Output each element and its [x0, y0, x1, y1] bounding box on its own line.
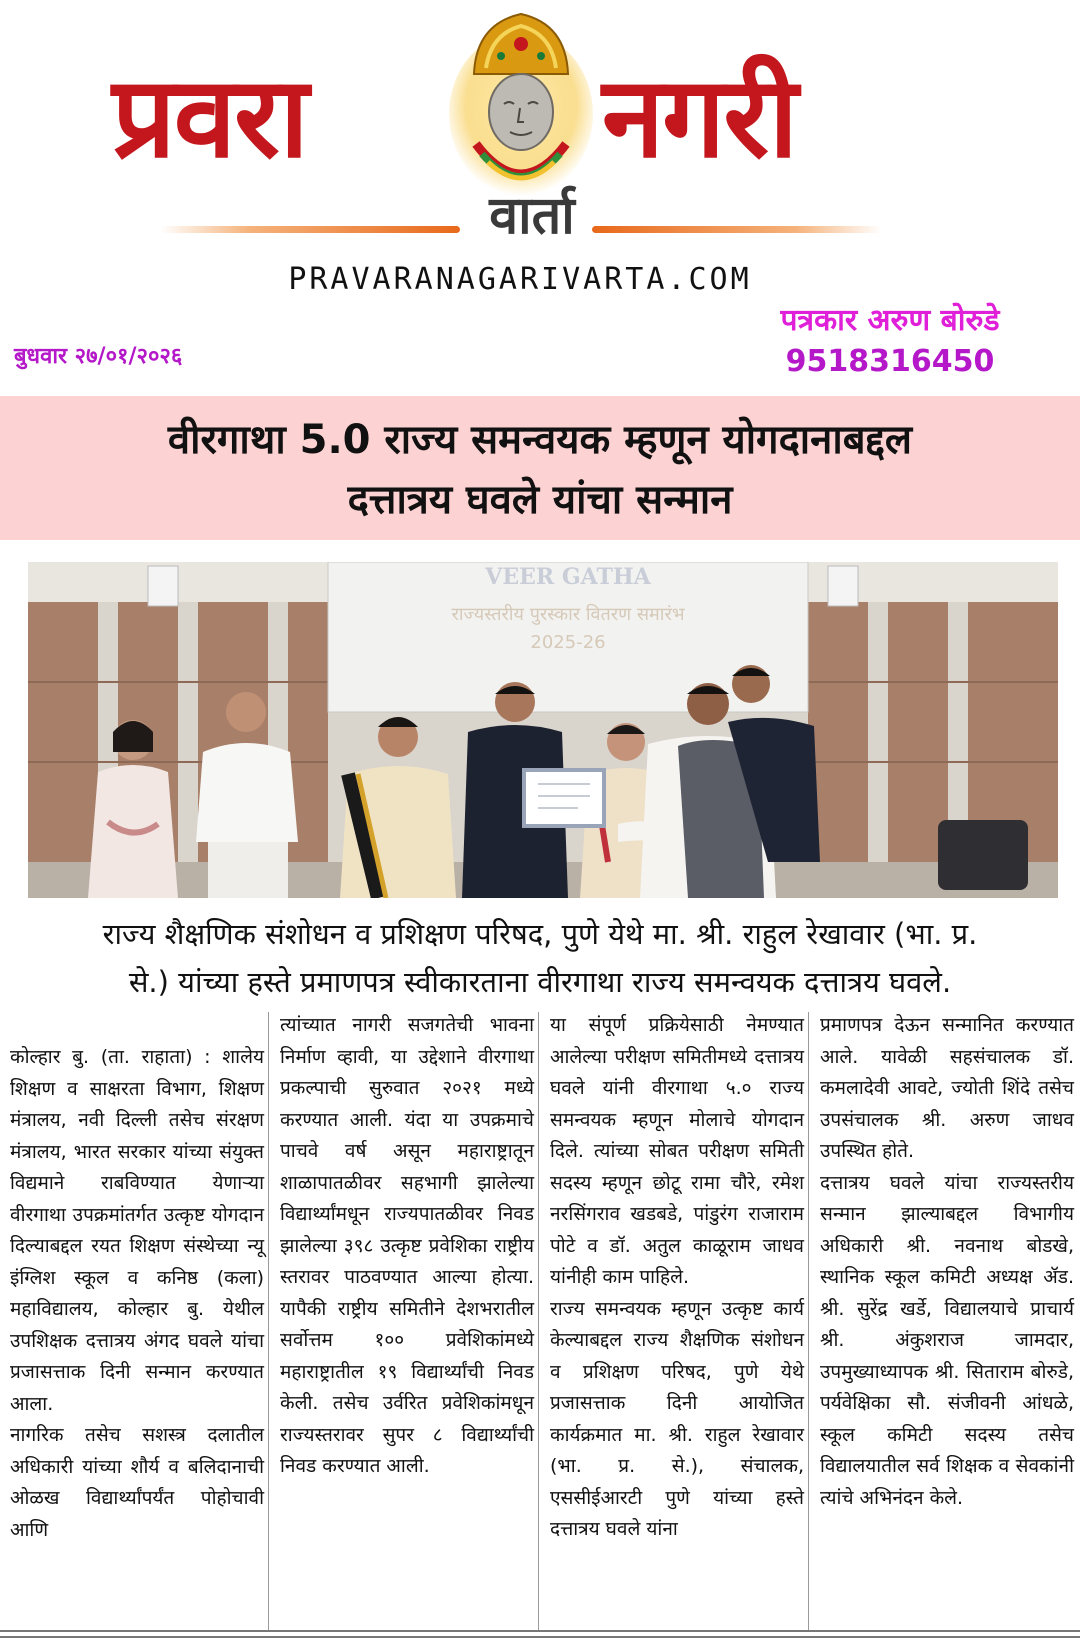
event-photo-illustration	[28, 562, 1058, 898]
reporter-phone: 9518316450	[785, 344, 995, 379]
masthead-title-right: नगरी	[602, 53, 797, 183]
article-column-2	[280, 1010, 534, 1483]
column-divider	[808, 1012, 809, 1632]
photo-caption	[20, 910, 1060, 1006]
article-paragraph: नागरिक तसेच सशस्त्र दलातील अधिकारी यांच्या शौर्य व बलिदानाची ओळख विद्यार्थ्यांपर्यंत पोहोचावी आणि	[10, 1424, 264, 1541]
event-photo	[28, 562, 1058, 898]
screen-subtitle: राज्यस्तरीय पुरस्कार वितरण समारंभ	[451, 604, 685, 625]
masthead-rule-left	[160, 226, 460, 233]
screen-title: VEER GATHA	[485, 564, 651, 590]
masthead-rule-right	[592, 226, 882, 233]
headline-line-2: दत्तात्रय घवले यांचा सन्मान	[347, 477, 733, 523]
article-paragraph: त्यांच्यात नागरी सजगतेची भावना निर्माण व्हावी, या उद्देशाने वीरगाथा प्रकल्पाची सुरुवात २०२१ मध्ये करण्यात आली. यंदा या उपक्रमाचे पाचवे वर्ष असून महाराष्ट्रातून शाळापातळीवर सहभागी झालेल्या विद्यार्थ्यांमधून राज्यपातळीवर निवड झालेल्या ३९८ उत्कृष्ट प्रवेशिका राष्ट्रीय स्तरावर पाठवण्यात आल्या होत्या. यापैकी राष्ट्रीय समितीने देशभरातील सर्वोत्तम १०० प्रवेशिकांमध्ये महाराष्ट्रातील १९ विद्यार्थ्यांची निवड केली. तसेच उर्वरित प्रवेशिकांमधून राज्यस्तरावर सुपर ८ विद्यार्थ्यांची निवड करण्यात आली.	[280, 1014, 534, 1477]
website-url[interactable]: PRAVARANAGARIVARTA.COM	[288, 262, 752, 297]
article-column-3	[550, 1010, 804, 1546]
article-column-4	[820, 1010, 1074, 1514]
article-paragraph: कोल्हार बु. (ता. राहाता) : शालेय शिक्षण व साक्षरता विभाग, शिक्षण मंत्रालय, नवी दिल्ली तसेच संरक्षण मंत्रालय, भारत सरकार यांच्या संयुक्त विद्यमाने राबविण्यात येणाऱ्या वीरगाथा उपक्रमांतर्गत उत्कृष्ट योगदान दिल्याबद्दल रयत शिक्षण संस्थेच्या न्यू इंग्लिश स्कूल व कनिष्ठ (कला) महाविद्यालय, कोल्हार बु. येथील उपशिक्षक दत्तात्रय अंगद घवले यांचा प्रजासत्ताक दिनी सन्मान करण्यात आला.	[10, 1046, 264, 1415]
photo-caption-line-2: से.) यांच्या हस्ते प्रमाणपत्र स्वीकारताना वीरगाथा राज्य समन्वयक दत्तात्रय घवले.	[128, 965, 952, 999]
article-paragraph: दत्तात्रय घवले यांचा राज्यस्तरीय सन्मान झाल्याबद्दल विभागीय अधिकारी श्री. नवनाथ बोडखे, स्थानिक स्कूल कमिटी अध्यक्ष ॲड. श्री. सुरेंद्र खर्डे, विद्यालयाचे प्राचार्य श्री. अंकुशराज जामदार, उपमुख्याध्यापक श्री. सिताराम बोरुडे, पर्यवेक्षिका सौ. संजीवनी आंधळे, स्कूल कमिटी सदस्य तसेच विद्यालयातील सर्व शिक्षक व सेवकांनी त्यांचे अभिनंदन केले.	[820, 1171, 1074, 1509]
article-column-1	[10, 1042, 264, 1546]
bottom-rule	[0, 1630, 1080, 1632]
headline-line-1: वीरगाथा 5.0 राज्य समन्वयक म्हणून योगदानाबद्दल	[167, 417, 913, 463]
column-divider	[538, 1012, 539, 1632]
headline	[0, 410, 1080, 530]
masthead-subtitle: वार्ता	[489, 186, 575, 246]
issue-date: बुधवार २७/०१/२०२६	[14, 344, 183, 369]
column-divider	[268, 1012, 269, 1632]
article-paragraph: राज्य समन्वयक म्हणून उत्कृष्ट कार्य केल्याबद्दल राज्य शैक्षणिक संशोधन व प्रशिक्षण परिषद, पुणे येथे प्रजासत्ताक दिनी आयोजित कार्यक्रमात मा. श्री. राहुल रेखावार (भा. प्र. से.), संचालक, एससीईआरटी पुणे यांच्या हस्ते दत्तात्रय घवले यांना	[550, 1297, 804, 1540]
screen-year: 2025-26	[530, 632, 606, 653]
certificate	[524, 770, 604, 826]
reporter-name: पत्रकार अरुण बोरुडे	[780, 303, 1000, 338]
article-paragraph: प्रमाणपत्र देऊन सन्मानित करण्यात आले. यावेळी सहसंचालक डॉ. कमलादेवी आवटे, ज्योती शिंदे तसेच उपसंचालक श्री. अरुण जाधव उपस्थित होते.	[820, 1014, 1074, 1162]
bottom-rule	[0, 1636, 1080, 1638]
sai-baba-emblem-icon	[446, 4, 596, 204]
masthead	[0, 0, 1080, 310]
headline-band	[0, 396, 1080, 540]
article-paragraph: या संपूर्ण प्रक्रियेसाठी नेमण्यात आलेल्या परीक्षण समितीमध्ये दत्तात्रय घवले यांनी वीरगाथा ५.० राज्य समन्वयक म्हणून मोलाचे योगदान दिले. त्यांच्या सोबत परीक्षण समिती सदस्य म्हणून छोटू रामा चौरे, रमेश नरसिंगराव खडबडे, पांडुरंग राजाराम पोटे व डॉ. अतुल काळूराम जाधव यांनीही काम पाहिले.	[550, 1014, 804, 1288]
photo-caption-line-1: राज्य शैक्षणिक संशोधन व प्रशिक्षण परिषद, पुणे येथे मा. श्री. राहुल रेखावार (भा. प्र.	[102, 917, 978, 951]
masthead-title-left: प्रवरा	[112, 53, 307, 183]
